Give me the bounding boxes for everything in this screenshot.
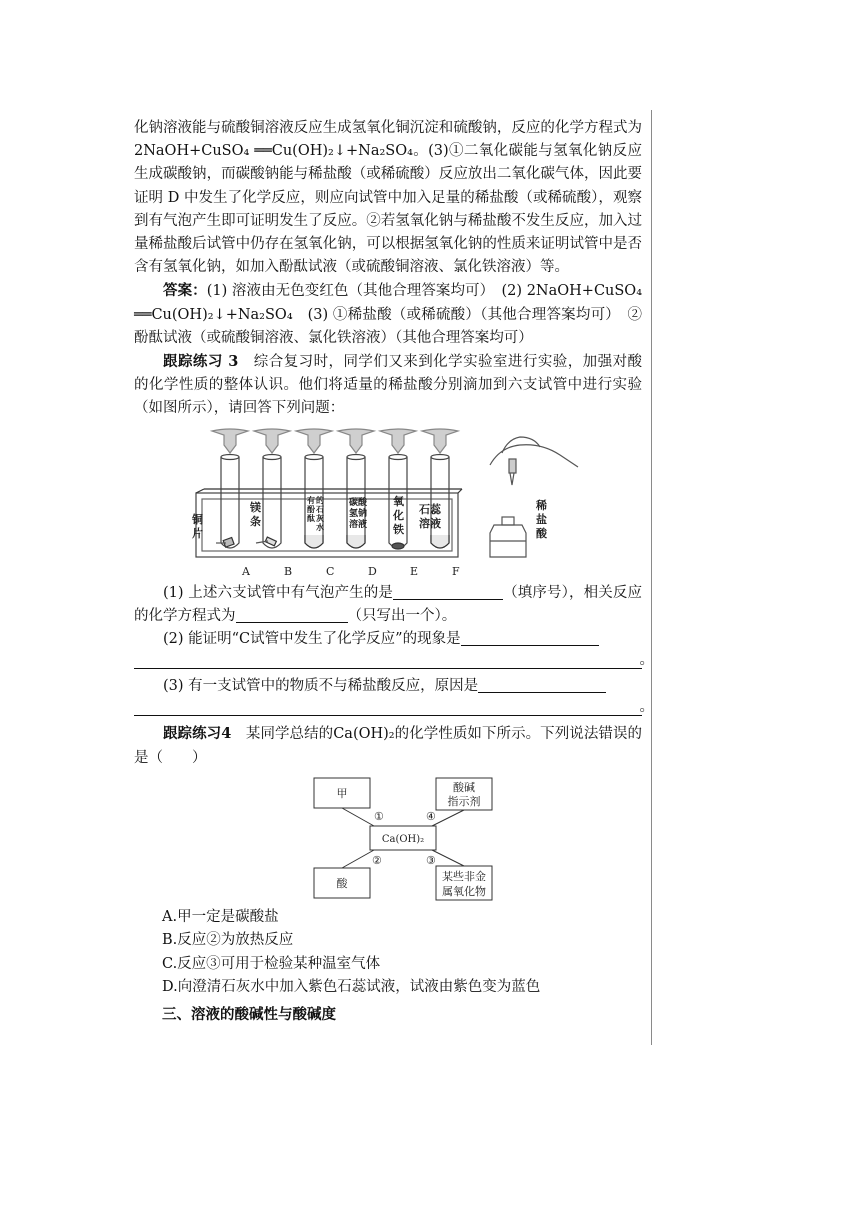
exercise4-label: 跟踪练习4 xyxy=(163,725,232,743)
tube-letter-b: B xyxy=(284,564,293,578)
label-f-2: 溶液 xyxy=(419,516,441,530)
label-e-3: 铁 xyxy=(393,522,404,536)
label-c-2: 酚 xyxy=(307,503,315,514)
label-copper-2: 片 xyxy=(192,526,203,540)
choice-c[interactable]: C.反应③可用于检验某种温室气体 xyxy=(162,955,381,972)
label-d-1: 碳酸 xyxy=(349,497,368,508)
drop-arrows xyxy=(212,429,458,453)
label-mg-1: 镁 xyxy=(250,500,261,514)
answer-label: 答案： xyxy=(163,282,207,300)
question-3: (3) 有一支试管中的物质不与稀盐酸反应，原因是 xyxy=(134,675,642,698)
label-e-2: 化 xyxy=(393,508,404,522)
exercise3-text: 综合复习时，同学们又来到化学实验室进行实验，加强对酸的化学性质的整体认识。他们将适量的稀盐酸分别滴加到六支试管中进行实验（如图所示），请回答下列问题： xyxy=(134,354,643,417)
tube-letter-c: C xyxy=(326,564,335,578)
node-indicator-2: 指示剂 xyxy=(447,794,481,808)
label-acid-3: 酸 xyxy=(536,526,547,540)
label-c-6: 灰 xyxy=(316,512,324,523)
column-border-line xyxy=(651,110,652,1045)
tube-letter-f: F xyxy=(452,564,460,578)
answer-blank-1[interactable] xyxy=(393,583,503,600)
answer-line-2[interactable]: 。 xyxy=(134,651,642,669)
node-acid: 酸 xyxy=(336,876,348,890)
calcium-hydroxide-diagram xyxy=(312,776,494,902)
exercise3-label: 跟踪练习 3 xyxy=(163,353,239,371)
node-indicator-1: 酸碱 xyxy=(453,780,475,794)
label-c-3: 酞 xyxy=(307,512,315,523)
edge-label-3: ③ xyxy=(426,853,436,867)
question-1: (1) 上述六支试管中有气泡产生的是 （填序号），相关反应的化学方程式为 （只写出一个）。 xyxy=(134,584,643,624)
label-c-7: 水 xyxy=(316,521,324,532)
choice-d[interactable]: D.向澄清石灰水中加入紫色石蕊试液，试液由紫色变为蓝色 xyxy=(162,979,541,996)
acid-bottle xyxy=(490,517,526,557)
edge-label-1: ① xyxy=(374,809,384,823)
tube-letter-d: D xyxy=(368,564,377,578)
answer-blank-2[interactable] xyxy=(236,606,348,623)
choice-a[interactable]: A.甲一定是碳酸盐 xyxy=(162,908,279,925)
answer-text: (1) 溶液由无色变红色（其他合理答案均可） (2) 2NaOH+CuSO₄ ══Cu(OH)₂↓+Na₂SO₄ (3) ①稀盐酸（或稀硫酸）（其他合理答案均可） ②酚酞试液（或硫酸铜溶液、氯化铁溶液）（其他合理答案均可） xyxy=(134,283,643,346)
node-oxide-1: 某些非金 xyxy=(442,869,486,883)
label-f-1: 石蕊 xyxy=(419,502,441,516)
label-d-2: 氢钠 xyxy=(349,508,368,519)
document-content xyxy=(134,117,654,1026)
label-acid-2: 盐 xyxy=(536,512,547,526)
edge-label-2: ② xyxy=(372,853,382,867)
tube-letter-e: E xyxy=(410,564,419,578)
node-jia: 甲 xyxy=(336,786,348,800)
label-e-1: 氧 xyxy=(393,494,404,508)
label-acid-1: 稀 xyxy=(536,498,547,512)
edge-label-4: ④ xyxy=(426,809,436,823)
exercise3-paragraph xyxy=(134,350,642,421)
tube-letter-a: A xyxy=(242,564,250,578)
answer-blank-3[interactable] xyxy=(461,629,599,646)
question-2: (2) 能证明“C试管中发生了化学反应”的现象是 xyxy=(134,628,642,651)
label-c-1: 有 xyxy=(307,494,315,505)
exercise4-paragraph xyxy=(134,722,642,769)
test-tube-experiment-figure xyxy=(190,425,582,580)
label-mg-2: 条 xyxy=(250,514,261,528)
answer-line-3[interactable]: 。 xyxy=(134,698,642,716)
section-heading: 三、溶液的酸碱性与酸碱度 xyxy=(162,1005,336,1023)
exercise4-text: 某同学总结的Ca(OH)₂的化学性质如下所示。下列说法错误的是（ ） xyxy=(134,726,642,766)
answer-blank-4[interactable] xyxy=(478,676,606,693)
answer-paragraph xyxy=(134,279,642,350)
label-c-5: 石 xyxy=(316,503,324,514)
label-c-4: 的 xyxy=(316,494,324,505)
dropper-hand xyxy=(490,437,578,485)
node-center: Ca(OH)₂ xyxy=(381,833,425,845)
label-copper-1: 铜 xyxy=(192,512,203,526)
choice-b[interactable]: B.反应②为放热反应 xyxy=(162,932,294,949)
explanation-paragraph: 化钠溶液能与硫酸铜溶液反应生成氢氧化铜沉淀和硫酸钠，反应的化学方程式为 2NaOH+CuSO₄ ══Cu(OH)₂↓+Na₂SO₄。(3)①二氧化碳能与氢氧化钠反应生成碳酸钠，而碳酸钠能与稀盐酸（或稀硫酸）反应放出二氧化碳气体，因此要证明 D 中发生了化学反应，则应向试管中加入足量的稀盐酸（或稀硫酸），观察到有气泡产生即可证明发生了反应。②若氢氧化钠与稀盐酸不发生反应，加入过量稀盐酸后试管中仍存在氢氧化钠，可以根据氢氧化钠的性质来证明试管中是否含有氢氧化钠，如加入酚酞试液（或硫酸铜溶液、氯化铁溶液）等。 xyxy=(134,120,642,276)
node-oxide-2: 属氧化物 xyxy=(442,884,486,898)
label-d-3: 溶液 xyxy=(349,519,368,530)
